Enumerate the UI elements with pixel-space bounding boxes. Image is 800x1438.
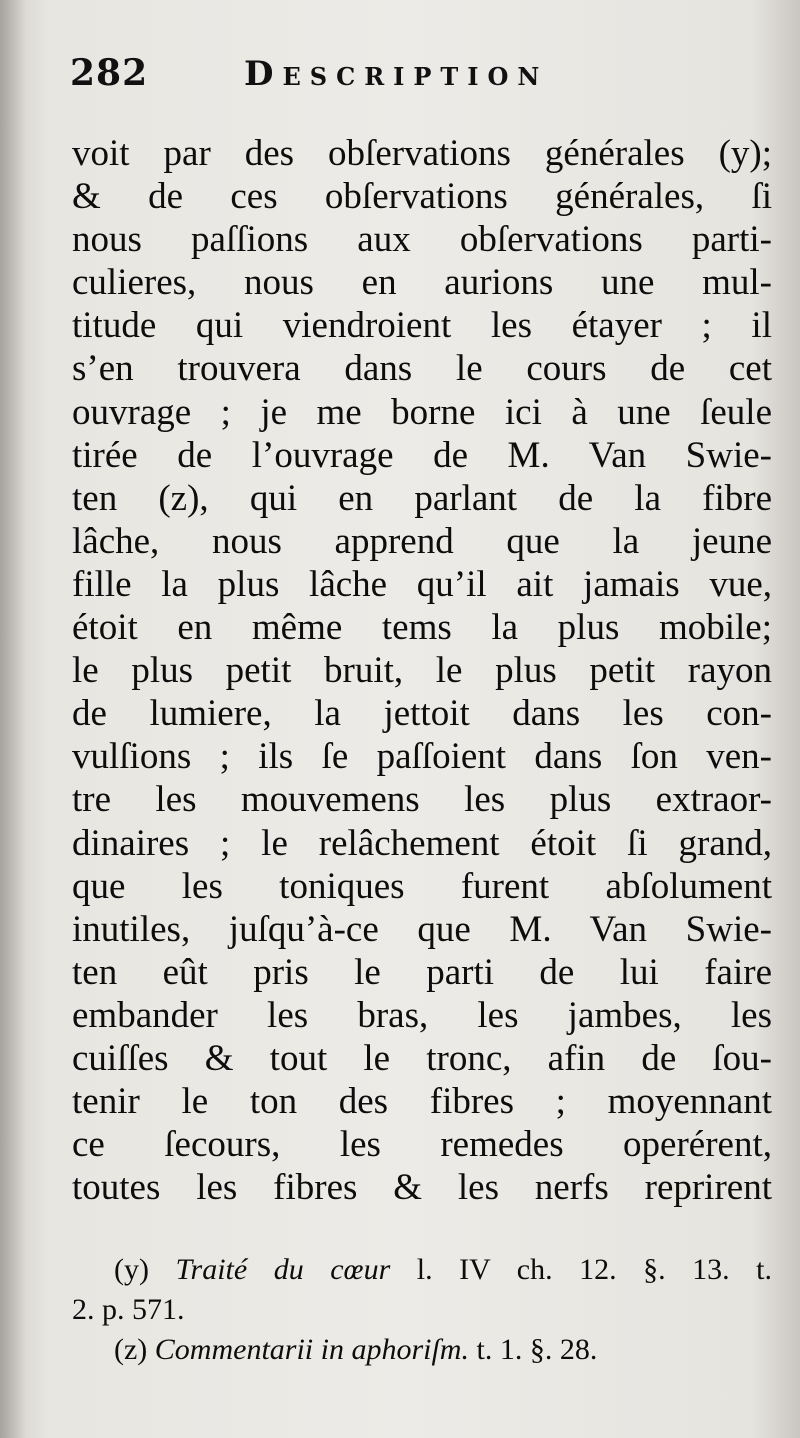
text-line: titude qui viendroient les étayer ; il — [72, 305, 772, 347]
text-line: toutes les fibres & les nerfs reprirent — [72, 1167, 772, 1209]
text-line: dinaires ; le relâchement étoit ſi grand, — [72, 822, 772, 864]
footnote-reference: l. IV ch. 12. §. 13. t. — [416, 1253, 773, 1286]
page-header — [70, 52, 770, 102]
text-line: que les toniques furent abſolument — [72, 865, 772, 907]
page-number: 282 — [70, 52, 149, 94]
text-line: cuiſſes & tout le tronc, afin de ſou- — [72, 1037, 772, 1079]
text-line: voit par des obſervations générales (y); — [72, 133, 772, 174]
running-head: Description — [244, 54, 549, 94]
text-line: ouvrage ; je me borne ici à une ſeule — [72, 391, 772, 433]
text-line: fille la plus lâche qu’il ait jamais vue, — [72, 563, 772, 605]
text-line: culieres, nous en aurions une mul- — [72, 262, 772, 304]
footnote-reference: t. 1. §. 28. — [476, 1333, 598, 1366]
text-line: embander les bras, les jambes, les — [72, 994, 772, 1036]
footnote-y-continuation — [72, 1290, 772, 1330]
binding-shadow — [0, 0, 26, 1438]
text-line: inutiles, juſqu’à-ce que M. Van Swie- — [72, 908, 772, 950]
text-line: étoit en même tems la plus mobile; — [72, 607, 772, 649]
text-line: le plus petit bruit, le plus petit rayon — [72, 650, 772, 692]
text-line: s’en trouvera dans le cours de cet — [72, 348, 772, 390]
text-line: de lumiere, la jettoit dans les con- — [72, 693, 772, 735]
footnote-marker: (z) — [114, 1333, 148, 1366]
text-line: tenir le ton des fibres ; moyennant — [72, 1081, 772, 1123]
text-line: ten eût pris le parti de lui faire — [72, 951, 772, 993]
text-line: tre les mouvemens les plus extraor- — [72, 779, 772, 821]
footnote-title: Traité du cœur — [175, 1253, 391, 1286]
footnote-title: Commentarii in aphoriſm. — [154, 1333, 469, 1366]
text-line: vulſions ; ils ſe paſſoient dans ſon ven- — [72, 736, 772, 778]
text-line: ce ſecours, les remedes operérent, — [72, 1124, 772, 1166]
footnote-marker: (y) — [114, 1253, 149, 1286]
footnote-z — [72, 1330, 772, 1370]
footnote-y — [72, 1250, 772, 1290]
text-line: tirée de l’ouvrage de M. Van Swie- — [72, 434, 772, 476]
footnote-reference: 2. p. 571. — [72, 1293, 185, 1326]
text-line: & de ces obſervations générales, ſi — [72, 176, 772, 218]
body-text — [72, 132, 772, 1209]
text-line: lâche, nous apprend que la jeune — [72, 520, 772, 562]
footnotes — [72, 1250, 772, 1370]
text-line: ten (z), qui en parlant de la fibre — [72, 477, 772, 519]
text-line: nous paſſions aux obſervations parti- — [72, 219, 772, 261]
